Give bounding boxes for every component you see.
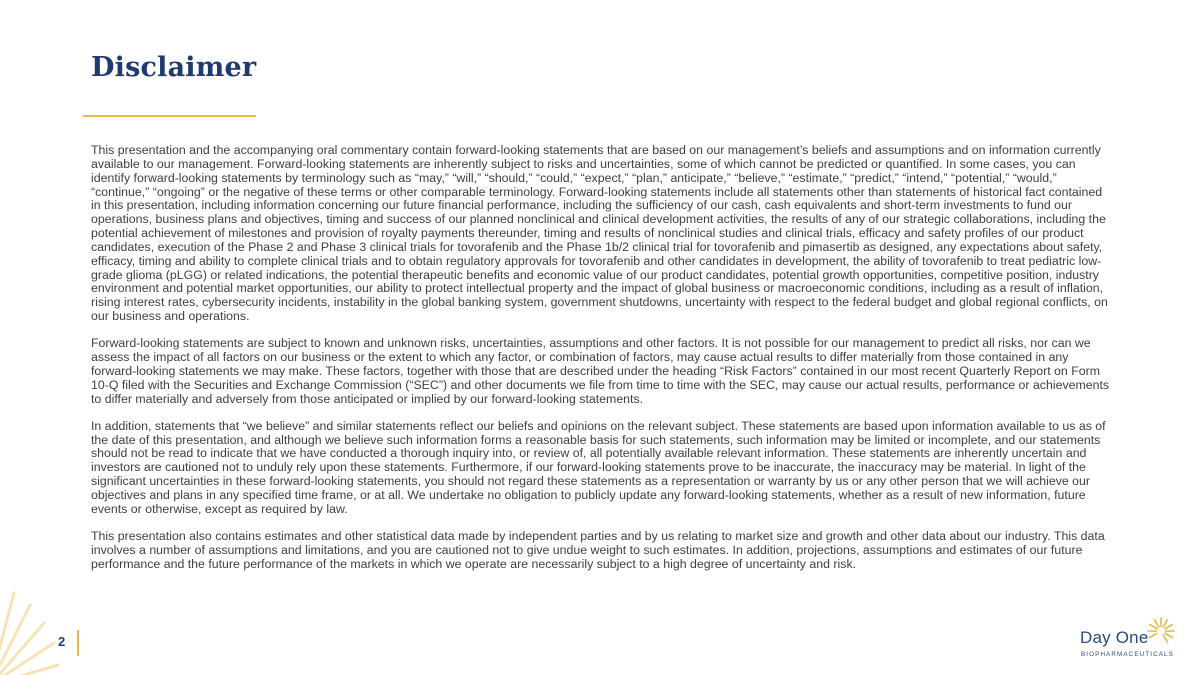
logo-name: Day One — [1080, 628, 1149, 647]
disclaimer-paragraph-4: This presentation also contains estimates and other statistical data made by independent parties and by us relating to market size and growth and other data about our industry. This data involves a number of assumptions and limitations, and you are cautioned not to give undue weight to such estimates. In addition, projections, assumptions and estimates of our future performance and the future performance of the markets in which we operate are necessarily subject to a high degree of uncertainty and risk. — [91, 528, 1105, 571]
disclaimer-body — [91, 144, 1111, 585]
day-one-logo — [1078, 614, 1178, 664]
slide-title: Disclaimer — [91, 52, 257, 83]
sun-icon — [1146, 616, 1176, 646]
disclaimer-paragraph-2: Forward-looking statements are subject to known and unknown risks, uncertainties, assumptions and other factors. It is not possible for our management to predict all risks, nor can we assess the impact of all factors on our business or the extent to which any factor, or combination of factors, may cause actual results to differ materially from those contained in any forward-looking statements we may make. These factors, together with those that are described under the heading “Risk Factors” contained in our most recent Quarterly Report on Form 10-Q filed with the Securities and Exchange Commission (“SEC”) and other documents we file from time to time with the SEC, may cause our actual results, performance or achievements to differ materially and adversely from those anticipated or implied by our forward-looking statements. — [91, 336, 1110, 406]
decorative-sunburst-icon — [0, 585, 62, 675]
title-underline — [83, 115, 256, 117]
disclaimer-paragraph-1: This presentation and the accompanying oral commentary contain forward-looking statements that are based on our management’s beliefs and assumptions and on information currently available to our management. Forward-looking statements are inherently subject to risks and uncertainties, some of which cannot be predicted or quantified. In some cases, you can identify forward-looking statements by terminology such as “may,” “will,” “should,” “could,” “expect,” “plan,” anticipate,” “believe,” “estimate,” “predict,” “intend,” “potential,” “would,” “continue,” “ongoing” or the negative of these terms or other comparable terminology. Forward-looking statements include all statements other than statements of historical fact contained in this presentation, including information concerning our future financial performance, including the sufficiency of our cash, cash equivalents and short-term investments to fund our operations, business plans and objectives, timing and success of our planned nonclinical and clinical development activities, the results of any of our strategic collaborations, including the potential achievement of milestones and provision of royalty payments thereunder, timing and results of nonclinical studies and clinical trials, efficacy and safety profiles of our product candidates, execution of the Phase 2 and Phase 3 clinical trials for tovorafenib and the Phase 1b/2 clinical trial for tovorafenib and pimasertib as designed, any expectations about safety, efficacy, timing and ability to complete clinical trials and to obtain regulatory approvals for tovorafenib and other candidates in development, the ability of tovorafenib to treat pediatric low-grade glioma (pLGG) or related indications, the potential therapeutic benefits and economic value of our product candidates, potential growth opportunities, competitive position, industry environment and potential market opportunities, our ability to protect intellectual property and the impact of global business or macroeconomic conditions, including as a result of inflation, rising interest rates, cybersecurity incidents, instability in the global banking system, government shutdowns, uncertainty with respect to the federal budget and global regional conflicts, on our business and operations. — [91, 143, 1108, 324]
page-number-divider — [77, 630, 79, 656]
page-number: 2 — [58, 634, 66, 649]
logo-subtitle: BIOPHARMACEUTICALS — [1081, 651, 1174, 658]
disclaimer-paragraph-3: In addition, statements that “we believe” and similar statements reflect our beliefs and opinions on the relevant subject. These statements are based upon information available to us as of the date of this presentation, and although we believe such information forms a reasonable basis for such statements, such information may be limited or incomplete, and our statements should not be read to indicate that we have conducted a thorough inquiry into, or review of, all potentially available relevant information. These statements are inherently uncertain and investors are cautioned not to unduly rely upon these statements. Furthermore, if our forward-looking statements prove to be inaccurate, the inaccuracy may be material. In light of the significant uncertainties in these forward-looking statements, you should not regard these statements as a representation or warranty by us or any other person that we will achieve our objectives and plans in any specified time frame, or at all. We undertake no obligation to publicly update any forward-looking statements, whether as a result of new information, future events or otherwise, except as required by law. — [91, 418, 1106, 516]
